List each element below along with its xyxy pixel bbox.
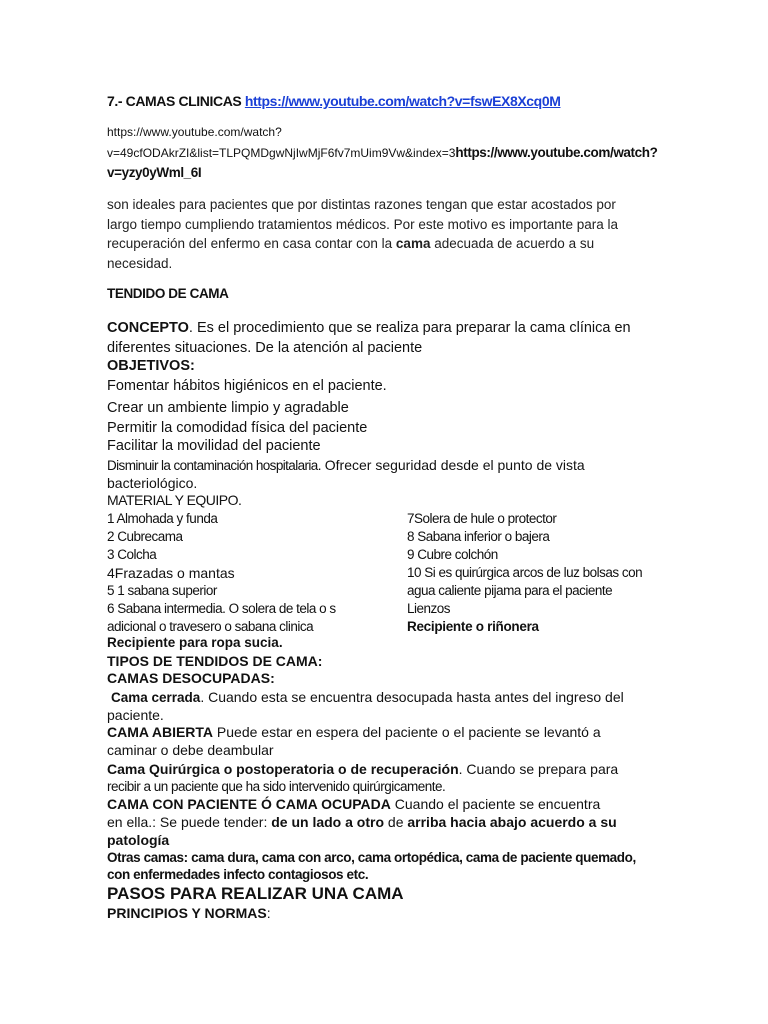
objetivo-item: Crear un ambiente limpio y agradable [107, 400, 349, 416]
cama-ocupada-text-3: patología [107, 832, 170, 848]
cama-abierta-text: Puede estar en espera del paciente o el paciente se levantó a [213, 724, 601, 740]
intro-cama-bold: cama [395, 236, 431, 251]
intro-line-3a: recuperación del enfermo en casa contar con la [107, 236, 396, 251]
cama-abierta-label: CAMA ABIERTA [107, 724, 214, 740]
link-text-line-2[interactable] [107, 145, 657, 160]
cama-quirurgica-label: Cama Quirúrgica o postoperatoria o de recuperación [107, 761, 459, 777]
material-item: 10 Si es quirúrgica arcos de luz bolsas con [407, 565, 643, 580]
intro-line-2: largo tiempo cumpliendo tratamientos médicos. Por este motivo es importante para la [107, 216, 618, 232]
link-text-line-2a[interactable]: v=49cfODAkrZI&list=TLPQMDgwNjIwMjF6fv7mUim9Vw&index=3 [107, 146, 456, 160]
material-item: 7Solera de hule o protector [407, 511, 557, 526]
concepto-text-1: . Es el procedimiento que se realiza para preparar la cama clínica en [188, 320, 631, 336]
objetivo-item: Permitir la comodidad física del paciente [107, 420, 368, 436]
material-item: 9 Cubre colchón [407, 547, 498, 562]
otras-camas-line-2: con enfermedades infecto contagiosos etc. [107, 867, 369, 882]
link-text-line-3[interactable]: v=yzy0yWml_6I [107, 165, 202, 180]
material-item: 8 Sabana inferior o bajera [407, 529, 550, 544]
material-item: 3 Colcha [107, 547, 157, 562]
desocupadas-title: CAMAS DESOCUPADAS: [107, 670, 275, 686]
material-item: 2 Cubrecama [107, 529, 183, 544]
youtube-link-1[interactable]: https://www.youtube.com/watch?v=fswEX8Xcq0M [244, 93, 561, 109]
objetivo-last-b: Ofrecer seguridad desde el punto de vista [320, 457, 585, 473]
material-item: agua caliente pijama para el paciente [407, 583, 613, 598]
link-text-line-1[interactable]: https://www.youtube.com/watch? [107, 125, 282, 139]
concepto-label: CONCEPTO [107, 320, 189, 336]
principios-colon: : [266, 905, 271, 921]
objetivo-last-a: Disminuir la contaminación hospitalaria. [107, 458, 321, 473]
recipiente-ropa-sucia: Recipiente para ropa sucia. [107, 635, 283, 650]
material-right-column [407, 510, 642, 636]
tendido-title: TENDIDO DE CAMA [107, 286, 229, 301]
material-item: adicional o travesero o sabana clinica [107, 619, 314, 634]
objetivo-last-c: bacteriológico. [107, 475, 198, 491]
objetivo-item: Facilitar la movilidad del paciente [107, 438, 321, 454]
concepto-block [107, 318, 631, 358]
cama-ocupada-text-2a: en ella.: Se puede tender: [107, 814, 272, 830]
tipos-title: TIPOS DE TENDIDOS DE CAMA: [107, 653, 323, 669]
section-heading [107, 93, 560, 109]
material-title: MATERIAL Y EQUIPO. [107, 492, 242, 508]
material-item: Lienzos [407, 601, 451, 616]
material-left-column [107, 510, 336, 636]
cama-ocupada-text-2c: de [384, 814, 408, 830]
material-item: 5 1 sabana superior [107, 583, 217, 598]
material-item: 1 Almohada y funda [107, 511, 218, 526]
principios-line [107, 905, 271, 921]
cama-quirurgica-text-2: recibir a un paciente que ha sido intervenido quirúrgicamente. [107, 779, 446, 794]
cama-cerrada-text-2: paciente. [107, 707, 164, 723]
link-text-line-2b[interactable]: https://www.youtube.com/watch? [455, 145, 658, 160]
otras-camas-line-1: Otras camas: cama dura, cama con arco, cama ortopédica, cama de paciente quemado, [107, 850, 636, 865]
concepto-text-2: diferentes situaciones. De la atención al paciente [107, 340, 423, 356]
material-item: 4Frazadas o mantas [107, 565, 235, 581]
cama-ocupada-line [107, 796, 600, 812]
intro-paragraph [107, 195, 618, 273]
objetivos-title: OBJETIVOS: [107, 358, 195, 374]
cama-quirurgica-line [107, 761, 618, 777]
intro-line-1: son ideales para pacientes que por distintas razones tengan que estar acostados por [107, 197, 616, 212]
intro-line-3c: adecuada de acuerdo a su [430, 236, 595, 251]
section-heading-label: 7.- CAMAS CLINICAS [107, 93, 245, 109]
cama-cerrada-label: Cama cerrada [111, 690, 201, 705]
cama-ocupada-text-2d: arriba hacia abajo acuerdo a su [407, 814, 617, 830]
material-item: 6 Sabana intermedia. O solera de tela o s [107, 601, 336, 616]
intro-line-3 [107, 234, 618, 254]
objetivo-item-last [107, 457, 585, 473]
cama-cerrada-line [111, 689, 624, 705]
material-item-bold: Recipiente o riñonera [407, 619, 539, 634]
intro-line-4: necesidad. [107, 255, 173, 271]
cama-ocupada-text-2b: de un lado a otro [271, 814, 385, 830]
objetivo-item: Fomentar hábitos higiénicos en el paciente. [107, 378, 387, 394]
cama-abierta-line [107, 724, 601, 740]
cama-cerrada-text: . Cuando esta se encuentra desocupada hasta antes del ingreso del [200, 689, 624, 705]
cama-quirurgica-text: . Cuando se prepara para [458, 761, 619, 777]
cama-ocupada-label: CAMA CON PACIENTE Ó CAMA OCUPADA [107, 796, 391, 812]
principios-title: PRINCIPIOS Y NORMAS [107, 905, 267, 921]
cama-abierta-text-2: caminar o debe deambular [107, 742, 274, 758]
cama-ocupada-line-2 [107, 814, 617, 830]
pasos-title: PASOS PARA REALIZAR UNA CAMA [107, 884, 404, 903]
cama-ocupada-text: Cuando el paciente se encuentra [390, 796, 601, 812]
